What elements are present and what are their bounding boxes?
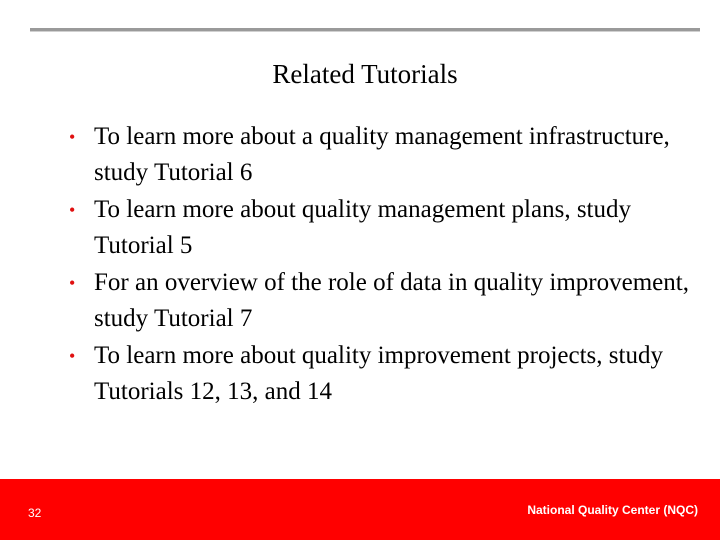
bullet-list [60,119,700,411]
bullet-item [60,192,700,264]
bullet-item [60,338,700,410]
bullet-item [60,119,700,191]
slide-title: Related Tutorials [272,59,458,89]
bullet-marker: • [69,200,76,220]
bullet-text: For an overview of the role of data in quality improvement, study Tutorial 7 [94,269,689,332]
footer-organization: National Quality Center (NQC) [527,503,698,517]
top-divider [30,28,700,32]
bullet-marker: • [69,127,76,147]
bullet-text: To learn more about quality improvement projects, study Tutorials 12, 13, and 14 [94,342,663,405]
bullet-text: To learn more about a quality management infrastructure, study Tutorial 6 [94,123,670,186]
bullet-marker: • [69,273,76,293]
footer-bar [0,479,720,540]
bullet-marker: • [69,346,76,366]
bullet-text: To learn more about quality management plans, study Tutorial 5 [94,196,631,259]
bullet-item [60,265,700,337]
page-number: 32 [28,506,42,520]
